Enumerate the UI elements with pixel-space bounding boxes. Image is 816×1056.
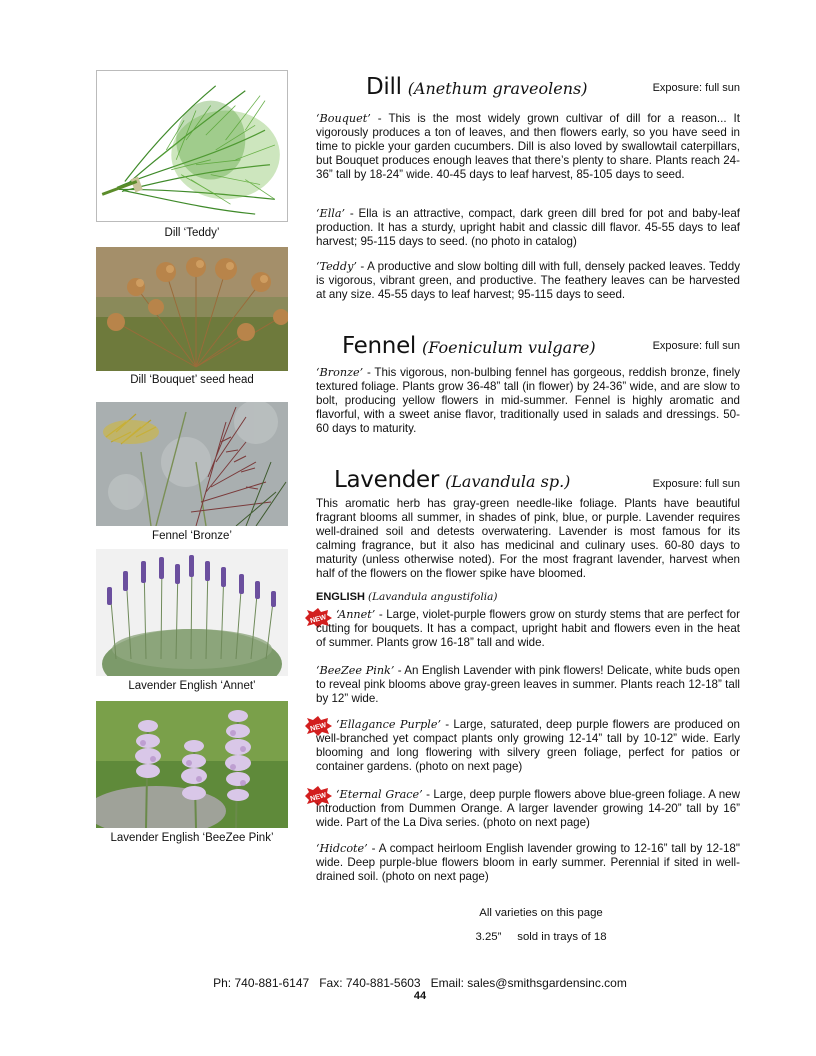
dill-latin: (Anethum graveolens) [407, 79, 588, 98]
page-number: 44 [413, 990, 427, 1002]
photo-lavender-beezee [96, 701, 288, 828]
dill-exposure: Exposure: full sun [652, 82, 740, 94]
lavender-intro: This aromatic herb has gray-green needle-like foliage. Plants have beautiful fragrant blooms all summer, in shades of pink, blue, or purple. Lavender requires well-drained soil and detests overwatering. Lavender is most famous for its calming fragrance, but it also has medicinal and culinary uses. 60-80 days to maturity (unless otherwise noted). For the most fragrant lavender, harvest when half of the flowers on the flower spike have bloomed. [316, 497, 740, 580]
dill-teddy-desc: ‘Teddy’ - A productive and slow bolting dill with full, densely packed leaves. Teddy is vigorous, vibrant green, and productive. The feathery leaves can be harvested at any size. 45-55 days to leaf harvest; 95-115 days to seed. [316, 260, 740, 301]
svg-text:NEW: NEW [309, 721, 328, 733]
lavender-annet-desc: ‘Annet’ - Large, violet-purple flowers grow on sturdy stems that are perfect for cutting for bouquets. It has a compact, upright habit and flowers even in the heat of summer. Plants grow 16-18” tall and wide. [316, 608, 740, 649]
dill-name: Dill [366, 74, 402, 100]
lavender-ellagance-desc: ‘Ellagance Purple’ - Large, saturated, deep purple flowers are produced on well-branched yet compact plants only growing 12-14” tall by 10-12” wide. Early blooming and long flowering with silvery green foliage, perfect for patios or container gardens. (photo on next page) [316, 718, 740, 773]
fennel-name: Fennel [342, 333, 417, 359]
fennel-bronze-desc: ‘Bronze’ - This vigorous, non-bulbing fennel has gorgeous, reddish bronze, finely textured foliage. Plants grow 36-48” tall (in flower) by 24-36” wide, and are slow to bolt, producing yellow flowers in mid-summer. Fennel is highly aromatic and flavorful, with a sweet anise flavor, traditionally used in salads and dressings. 50-60 days to maturity. [316, 366, 740, 435]
dill-heading [366, 74, 587, 100]
caption-lavender-beezee: Lavender English ‘BeeZee Pink’ [110, 832, 274, 844]
lavender-heading [334, 467, 570, 493]
photo-dill-teddy [96, 70, 288, 222]
dill-bouquet-desc: ‘Bouquet’ - This is the most widely grown cultivar of dill for a reason... It vigorously produces a ton of leaves, and then flowers early, so you have seed in time to pickle your garden cucumbers. Dill is also loved by swallowtail caterpillars, but Bouquet produces enough leaves that there’s plenty to share. Plants reach 24-36” tall by 18-24” wide. 40-45 days to leaf harvest, 85-105 days to seed. [316, 112, 740, 181]
fennel-heading [342, 333, 596, 359]
lavender-beezee-desc: ‘BeeZee Pink’ - An English Lavender with pink flowers! Delicate, white buds open to reveal pink blooms above gray-green leaves in summer. Plants reach 12-18” tall by 12” wide. [316, 664, 740, 705]
photo-lavender-annet [96, 549, 288, 676]
fennel-exposure: Exposure: full sun [652, 340, 740, 352]
lavender-eternal-desc: ‘Eternal Grace’ - Large, deep purple flowers above blue-green foliage. A new introduction from Dummen Orange. A larger lavender growing 14-20” tall by 16” wide. Part of the La Diva series. (photo on next page) [316, 788, 740, 829]
availability-line2 [416, 931, 666, 943]
lavender-exposure: Exposure: full sun [652, 478, 740, 490]
english-subheading: ENGLISH (Lavandula angustifolia) [316, 591, 498, 603]
caption-dill-teddy: Dill ‘Teddy’ [164, 227, 220, 239]
footer-contact: Ph: 740-881-6147 Fax: 740-881-5603 Email: sales@smithsgardensinc.com [213, 976, 627, 990]
tray-count: sold in trays of 18 [517, 931, 607, 943]
svg-text:NEW: NEW [309, 791, 328, 803]
photo-dill-bouquet [96, 247, 288, 371]
caption-fennel-bronze: Fennel ‘Bronze’ [152, 530, 232, 542]
caption-lavender-annet: Lavender English ‘Annet’ [128, 680, 256, 692]
lavender-latin: (Lavandula sp.) [445, 472, 571, 491]
fennel-latin: (Foeniculum vulgare) [422, 338, 596, 357]
availability-line1: All varieties on this page [479, 907, 603, 919]
lavender-name: Lavender [334, 467, 440, 493]
caption-dill-bouquet: Dill ‘Bouquet’ seed head [130, 374, 254, 386]
dill-ella-desc: ‘Ella’ - Ella is an attractive, compact, dark green dill bred for pot and baby-leaf production. It has a sturdy, upright habit and classic dill flavor. 45-55 days to leaf harvest; 95-115 days to seed. (no photo in catalog) [316, 207, 740, 248]
pot-size: 3.25” [475, 931, 502, 943]
photo-fennel-bronze [96, 402, 288, 526]
svg-text:NEW: NEW [309, 613, 328, 625]
lavender-hidcote-desc: ‘Hidcote’ - A compact heirloom English lavender growing to 12-16” tall by 12-18" wide. Deep purple-blue flowers bloom in early summer. Perennial if sited in well-drained soil. (photo on next page) [316, 842, 740, 883]
